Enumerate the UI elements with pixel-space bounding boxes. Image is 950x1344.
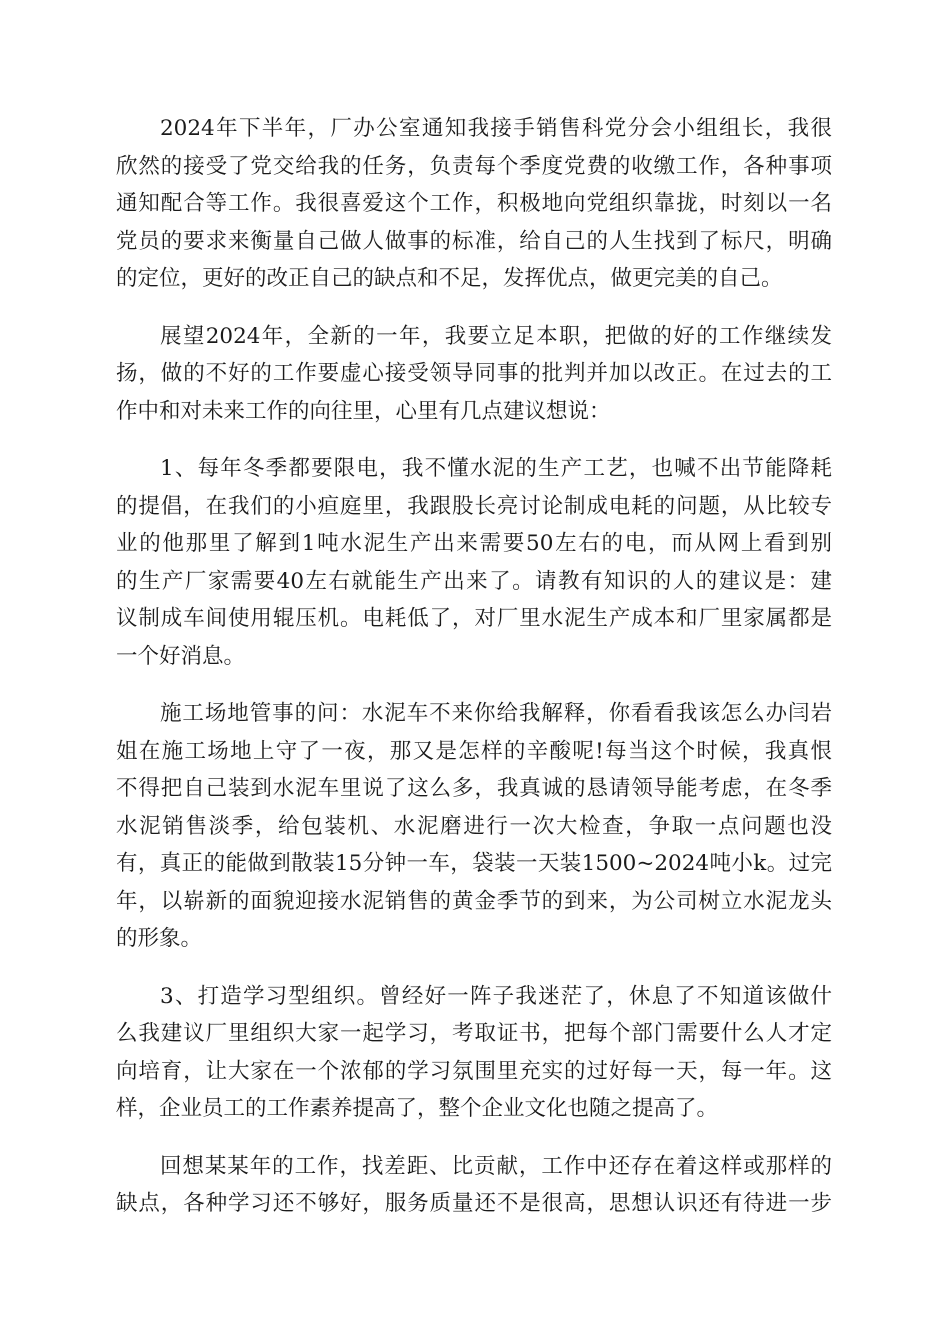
text-line: 业的他那里了解到1吨水泥生产出来需要50左右的电，而从网上看到别 <box>116 531 832 556</box>
text-line: 有，真正的能做到散装15分钟一车，袋装一天装1500~2024吨小k。过完 <box>116 851 832 876</box>
text-line: 年，以崭新的面貌迎接水泥销售的黄金季节的到来，为公司树立水泥龙头 <box>116 888 832 914</box>
text-line: 回想某某年的工作，找差距、比贡献，工作中还存在着这样或那样的 <box>160 1153 832 1179</box>
text-line: 的形象。 <box>116 926 203 951</box>
text-line: 向培育，让大家在一个浓郁的学习氛围里充实的过好每一天，每一年。这 <box>116 1058 832 1084</box>
text-line: 不得把自己装到水泥车里说了这么多，我真诚的恳请领导能考虑，在冬季 <box>116 776 832 801</box>
text-line: 缺点，各种学习还不够好，服务质量还不是很高，思想认识还有待进一步 <box>116 1191 832 1216</box>
text-line: 欣然的接受了党交给我的任务，负责每个季度党费的收缴工作，各种事项 <box>116 153 832 179</box>
text-line: 么我建议厂里组织大家一起学习，考取证书，把每个部门需要什么人才定 <box>116 1021 832 1046</box>
text-line: 样，企业员工的工作素养提高了，整个企业文化也随之提高了。 <box>116 1096 719 1121</box>
text-line: 作中和对未来工作的向往里，心里有几点建议想说： <box>116 398 611 424</box>
text-line: 的定位，更好的改正自己的缺点和不足，发挥优点，做更完美的自己。 <box>116 266 783 291</box>
paragraph-1 <box>116 110 832 298</box>
text-line: 3、打造学习型组织。曾经好一阵子我迷茫了，休息了不知道该做什 <box>160 983 832 1009</box>
text-line: 2024年下半年，厂办公室通知我接手销售科党分会小组组长，我很 <box>160 116 832 141</box>
text-line: 姐在施工场地上守了一夜，那又是怎样的辛酸呢!每当这个时候，我真恨 <box>116 738 832 764</box>
text-line: 展望2024年，全新的一年，我要立足本职，把做的好的工作继续发 <box>160 323 832 349</box>
paragraph-3 <box>116 450 832 675</box>
text-line: 1、每年冬季都要限电，我不懂水泥的生产工艺，也喊不出节能降耗 <box>160 456 832 481</box>
text-line: 一个好消息。 <box>116 643 246 669</box>
paragraph-4 <box>116 695 832 958</box>
paragraph-6 <box>116 1148 832 1223</box>
paragraph-2 <box>116 318 832 431</box>
text-line: 的提倡，在我们的小疸庭里，我跟股长亮讨论制成电耗的问题，从比较专 <box>116 493 832 519</box>
paragraph-5 <box>116 978 832 1128</box>
text-line: 议制成车间使用辊压机。电耗低了，对厂里水泥生产成本和厂里家属都是 <box>116 606 832 631</box>
text-line: 扬，做的不好的工作要虚心接受领导同事的批判并加以改正。在过去的工 <box>116 361 832 386</box>
text-line: 的生产厂家需要40左右就能生产出来了。请教有知识的人的建议是：建 <box>116 568 832 594</box>
text-line: 水泥销售淡季，给包装机、水泥磨进行一次大检查，争取一点问题也没 <box>116 813 832 839</box>
text-line: 党员的要求来衡量自己做人做事的标准，给自己的人生找到了标尺，明确 <box>116 228 832 254</box>
text-line: 施工场地管事的问：水泥车不来你给我解释，你看看我该怎么办闫岩 <box>160 701 832 726</box>
document-body <box>116 110 832 1243</box>
text-line: 通知配合等工作。我很喜爱这个工作，积极地向党组织靠拢，时刻以一名 <box>116 191 832 216</box>
